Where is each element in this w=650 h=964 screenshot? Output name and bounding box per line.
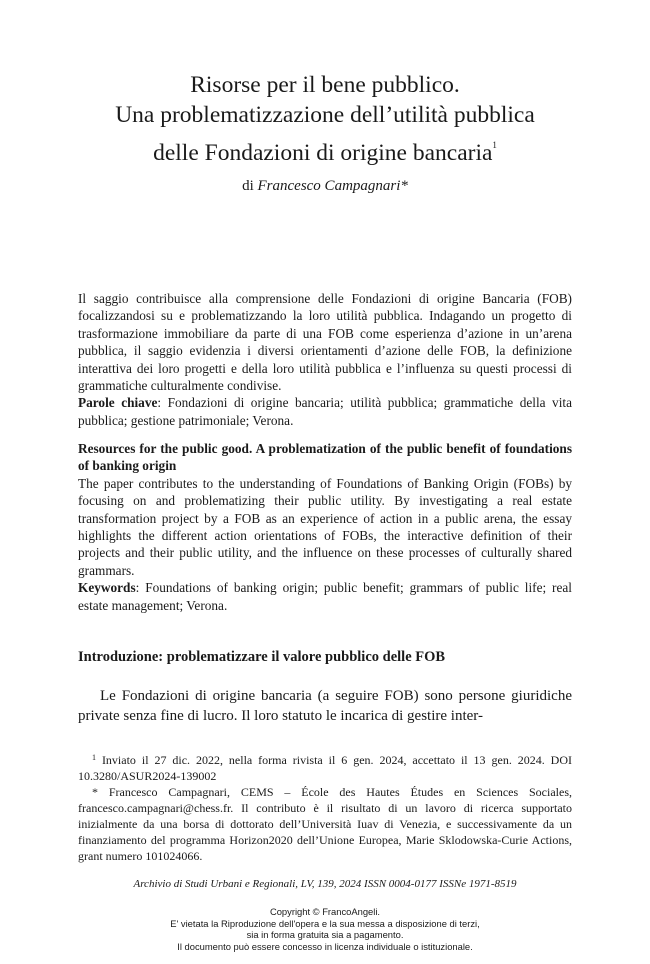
abstract-italian-text: Il saggio contribuisce alla comprensione delle Fondazioni di origine Bancaria (FOB) focalizzandosi su e problematizzando la loro utilità pubblica. Indagando un progetto di trasformazione immobiliare da parte di una FOB come esperienza d’azione in un’arena pubblica, il saggio evidenzia i diversi orientamenti d’azione delle FOB, la definizione interattiva dei loro progetti e della loro utilità pubblica e l’influenza su questi processi di grammatiche culturalmente condivise. xyxy=(78,291,572,394)
article-title xyxy=(0,70,650,168)
copyright-line-3: sia in forma gratuita sia a pagamento. xyxy=(246,929,404,941)
intro-paragraph: Le Fondazioni di origine bancaria (a seguire FOB) sono persone giuridiche private senza fine di lucro. Il loro statuto le incarica di gestire inter- xyxy=(78,688,572,724)
keywords-label-en: Keywords xyxy=(78,580,136,596)
title-footnote-mark[interactable]: 1 xyxy=(492,140,497,150)
journal-citation: Archivio di Studi Urbani e Regionali, LV, 139, 2024 ISSN 0004-0177 ISSNe 1971-8519 xyxy=(133,878,517,890)
copyright-notice xyxy=(0,906,650,952)
author-name: Francesco Campagnari* xyxy=(257,178,408,194)
copyright-line-2: E' vietata la Riproduzione dell'opera e la sua messa a disposizione di terzi, xyxy=(170,917,480,929)
abstract-italian xyxy=(78,290,572,429)
abstract-english-title: Resources for the public good. A problematization of the public benefit of foundations of banking origin xyxy=(78,441,572,474)
keywords-en: : Foundations of banking origin; public benefit; grammars of public life; real estate management; Verona. xyxy=(78,580,572,613)
title-line-2: Una problematizzazione dell’utilità pubblica xyxy=(115,102,535,128)
author-prefix: di xyxy=(242,178,254,194)
footnote-1 xyxy=(78,750,572,784)
keywords-it: : Fondazioni di origine bancaria; utilità pubblica; grammatiche della vita pubblica; gestione patrimoniale; Verona. xyxy=(78,395,572,428)
abstract-english-text: The paper contributes to the understanding of Foundations of Banking Origin (FOBs) by focusing on and problematizing their public utility. By investigating a real estate transformation project by a FOB as an experience of action in a public arena, the essay highlights the different action orientations of FOBs, the interactive definition of their projects and their public utility, and the influence on these processes of culturally shared grammars. xyxy=(78,475,572,578)
footnote-1-mark: 1 xyxy=(92,753,96,762)
abstract-english xyxy=(78,440,572,614)
footnote-1-text: Inviato il 27 dic. 2022, nella forma rivista il 6 gen. 2024, accettato il 13 gen. 2024. DOI 10.3280/ASUR2024-139002 xyxy=(78,753,573,783)
keywords-label-it: Parole chiave xyxy=(78,395,158,411)
section-heading: Introduzione: problematizzare il valore pubblico delle FOB xyxy=(78,649,446,665)
footnote-author: * Francesco Campagnari, CEMS – École des Hautes Études en Sciences Sociales, francesco.campagnari@chess.fr. Il contributo è il risultato di un lavoro di ricerca supportato inizialmente da una borsa di dottorato dell’Università Iuav di Venezia, e successivamente da un finanziamento del programma Horizon2020 dell’Unione Europea, Marie Sklodowska-Curie Actions, grant numero 101024066. xyxy=(78,785,572,863)
copyright-line-1: Copyright © FrancoAngeli. xyxy=(269,906,381,917)
title-line-3 xyxy=(0,130,650,168)
copyright-line-4: Il documento può essere concesso in licenza individuale o istituzionale. xyxy=(177,940,473,952)
author-line xyxy=(0,178,650,195)
title-line-1: Risorse per il bene pubblico. xyxy=(190,72,460,98)
footnotes xyxy=(78,750,572,864)
title-line-3-text: delle Fondazioni di origine bancaria xyxy=(153,140,493,166)
